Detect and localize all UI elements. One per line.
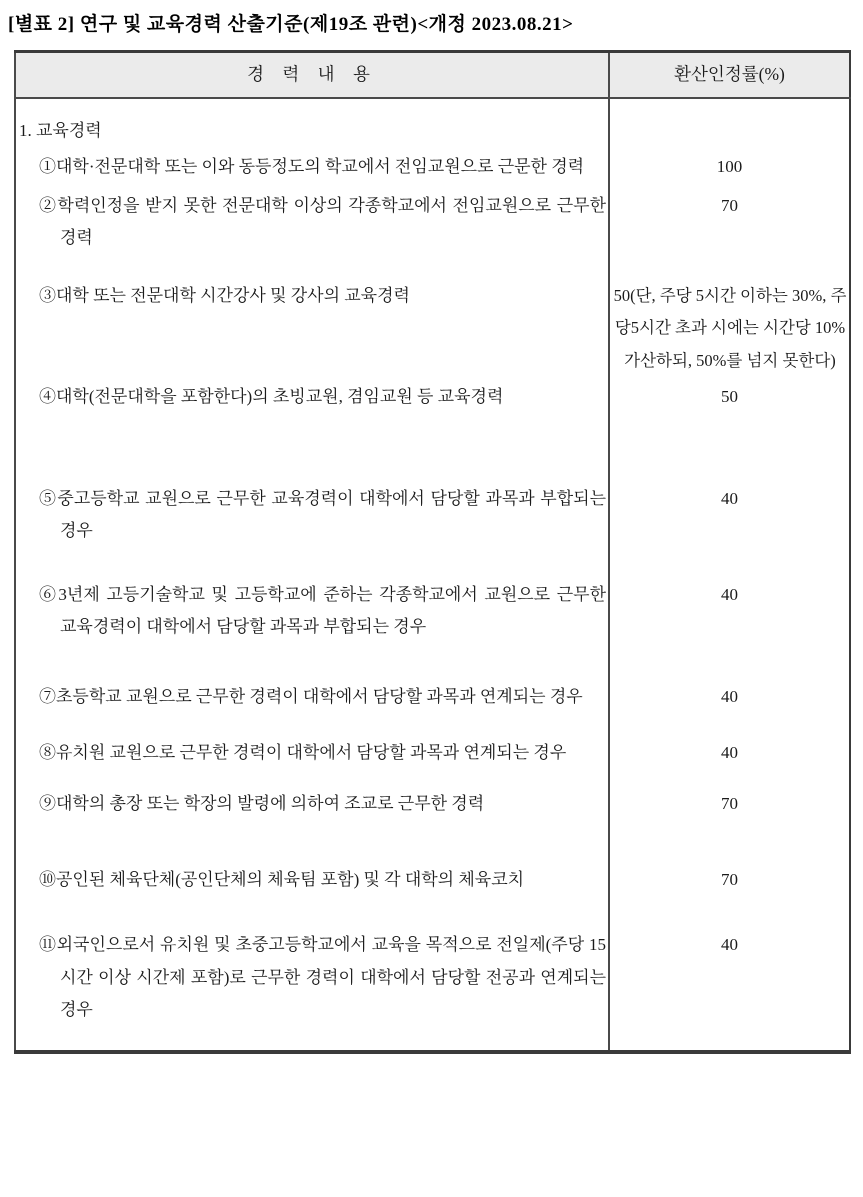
item-text: ③대학 또는 전문대학 시간강사 및 강사의 교육경력 xyxy=(39,286,410,306)
item-number: ⑨ xyxy=(39,793,56,813)
item-number: ⑪ xyxy=(39,935,57,955)
item-text: ⑦초등학교 교원으로 근무한 경력이 대학에서 담당할 과목과 연계되는 경우 xyxy=(39,687,583,707)
item-text: ④대학(전문대학을 포함한다)의 초빙교원, 겸임교원 등 교육경력 xyxy=(39,386,504,406)
table-row xyxy=(15,413,850,548)
table-row xyxy=(15,254,850,377)
rate-cell: 50(단, 주당 5시간 이하는 30%, 주당5시간 초과 시에는 시간당 10% 가산하되, 50%를 넘지 못한다) xyxy=(613,286,847,370)
item-number: ② xyxy=(39,195,58,215)
rate-cell xyxy=(609,98,850,147)
table-row xyxy=(15,820,850,896)
section-label: 1. 교육경력 xyxy=(19,121,102,140)
item-number: ① xyxy=(39,157,56,177)
item-text: ⑥3년제 고등기술학교 및 고등학교에 준하는 각종학교에서 교원으로 근무한 교육경력이 대학에서 담당할 과목과 부합되는 경우 xyxy=(39,584,606,636)
item-number: ⑥ xyxy=(39,584,59,604)
page-title: [별표 2] 연구 및 교육경력 산출기준(제19조 관련)<개정 2023.08.21> xyxy=(8,14,574,35)
table-row xyxy=(15,713,850,769)
rate-cell: 40 xyxy=(721,489,738,508)
item-number: ⑧ xyxy=(39,743,56,763)
rate-cell: 40 xyxy=(721,743,738,763)
column-header-content: 경 력 내 용 xyxy=(15,52,609,99)
table-row xyxy=(15,184,850,255)
table-row xyxy=(15,643,850,713)
rate-cell: 100 xyxy=(716,157,743,177)
rate-cell: 70 xyxy=(721,870,738,890)
item-number: ⑩ xyxy=(39,870,56,890)
table-row xyxy=(15,770,850,820)
rate-cell: 40 xyxy=(721,935,738,955)
table-row xyxy=(15,896,850,1052)
item-text: ①대학·전문대학 또는 이와 동등정도의 학교에서 전임교원으로 근문한 경력 xyxy=(39,157,585,177)
column-header-rate: 환산인정률(%) xyxy=(609,52,850,99)
item-text: ⑤중고등학교 교원으로 근무한 교육경력이 대학에서 담당할 과목과 부합되는 경우 xyxy=(39,489,606,541)
career-table xyxy=(14,50,851,1054)
item-text: ⑧유치원 교원으로 근무한 경력이 대학에서 담당할 과목과 연계되는 경우 xyxy=(39,743,567,763)
table-row xyxy=(15,377,850,413)
item-number: ③ xyxy=(39,286,56,306)
table-row xyxy=(15,548,850,644)
item-text: ⑨대학의 총장 또는 학장의 발령에 의하여 조교로 근무한 경력 xyxy=(39,793,485,813)
item-text: ⑩공인된 체육단체(공인단체의 체육팀 포함) 및 각 대학의 체육코치 xyxy=(39,870,525,890)
rate-cell: 40 xyxy=(721,584,738,604)
rate-cell: 50 xyxy=(721,386,738,406)
table-header-row xyxy=(15,52,850,99)
table-row xyxy=(15,147,850,183)
rate-cell: 40 xyxy=(721,687,738,707)
item-number: ⑤ xyxy=(39,489,58,508)
rate-cell: 70 xyxy=(721,195,738,215)
table-row xyxy=(15,98,850,147)
rate-cell: 70 xyxy=(721,793,738,813)
item-text: ②학력인정을 받지 못한 전문대학 이상의 각종학교에서 전임교원으로 근무한 경력 xyxy=(39,195,606,247)
item-number: ④ xyxy=(39,386,56,406)
item-number: ⑦ xyxy=(39,687,56,707)
item-text: ⑪외국인으로서 유치원 및 초중고등학교에서 교육을 목적으로 전일제(주당 15시간 이상 시간제 포함)로 근무한 경력이 대학에서 담당할 전공과 연계되는 경우 xyxy=(39,935,607,1019)
